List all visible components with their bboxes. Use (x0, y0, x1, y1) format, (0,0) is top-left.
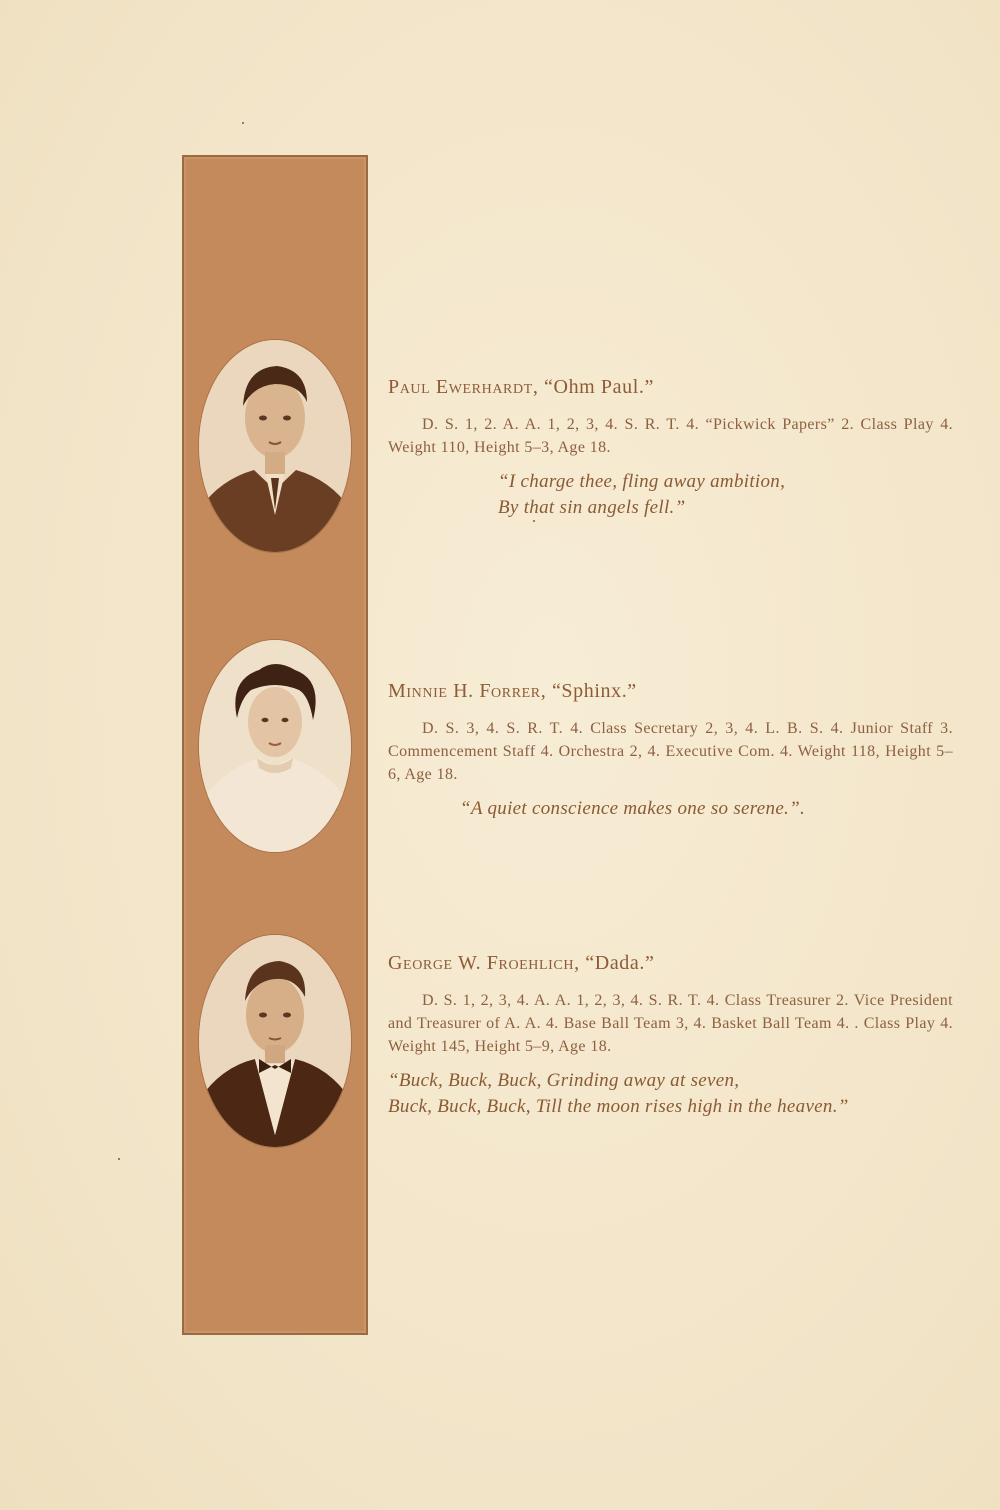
student-name: Minnie H. Forrer (388, 680, 541, 702)
student-nickname: “Sphinx.” (551, 680, 637, 702)
student-name-line: Minnie H. Forrer, “Sphinx.” (388, 680, 637, 702)
entry-minnie-forrer (388, 680, 953, 822)
paper-speck (533, 520, 535, 522)
paper-speck (242, 122, 244, 124)
portrait-minnie-forrer (199, 640, 351, 852)
portrait-paul-ewerhardt (199, 340, 351, 552)
student-quote (388, 796, 953, 822)
quote-line: “I charge thee, fling away ambition, (498, 471, 786, 492)
quote-line: “Buck, Buck, Buck, Grinding away at seven, (388, 1070, 740, 1091)
quote-line: By that sin angels fell.” (498, 497, 686, 518)
student-name-line: Paul Ewerhardt, “Ohm Paul.” (388, 376, 654, 398)
entry-george-froehlich (388, 952, 953, 1120)
entry-paul-ewerhardt (388, 376, 953, 521)
quote-line: Buck, Buck, Buck, Till the moon rises high in the heaven.” (388, 1096, 849, 1117)
student-record: D. S. 1, 2, 3, 4. A. A. 1, 2, 3, 4. S. R. T. 4. Class Treasurer 2. Vice President and Treasurer of A. A. 4. Base Ball Team 3, 4. Basket Ball Team 4. . Class Play 4. Weight 145, Height 5–9, Age 18. (388, 992, 953, 1055)
student-nickname: “Dada.” (585, 952, 655, 974)
student-name-line: George W. Froehlich, “Dada.” (388, 952, 655, 974)
student-quote (388, 469, 953, 521)
student-name: George W. Froehlich (388, 952, 575, 974)
student-record: D. S. 3, 4. S. R. T. 4. Class Secretary 2, 3, 4. L. B. S. 4. Junior Staff 3. Commencement Staff 4. Orchestra 2, 4. Executive Com. 4. Weight 118, Height 5–6, Age 18. (388, 720, 953, 783)
student-nickname: “Ohm Paul.” (544, 376, 654, 398)
student-record: D. S. 1, 2. A. A. 1, 2, 3, 4. S. R. T. 4. “Pickwick Papers” 2. Class Play 4. Weight 110, Height 5–3, Age 18. (388, 416, 953, 456)
student-name: Paul Ewerhardt (388, 376, 533, 398)
student-quote (388, 1068, 953, 1120)
quote-line: “A quiet conscience makes one so serene.”. (460, 798, 806, 819)
portrait-george-froehlich (199, 935, 351, 1147)
paper-speck (118, 1158, 120, 1160)
